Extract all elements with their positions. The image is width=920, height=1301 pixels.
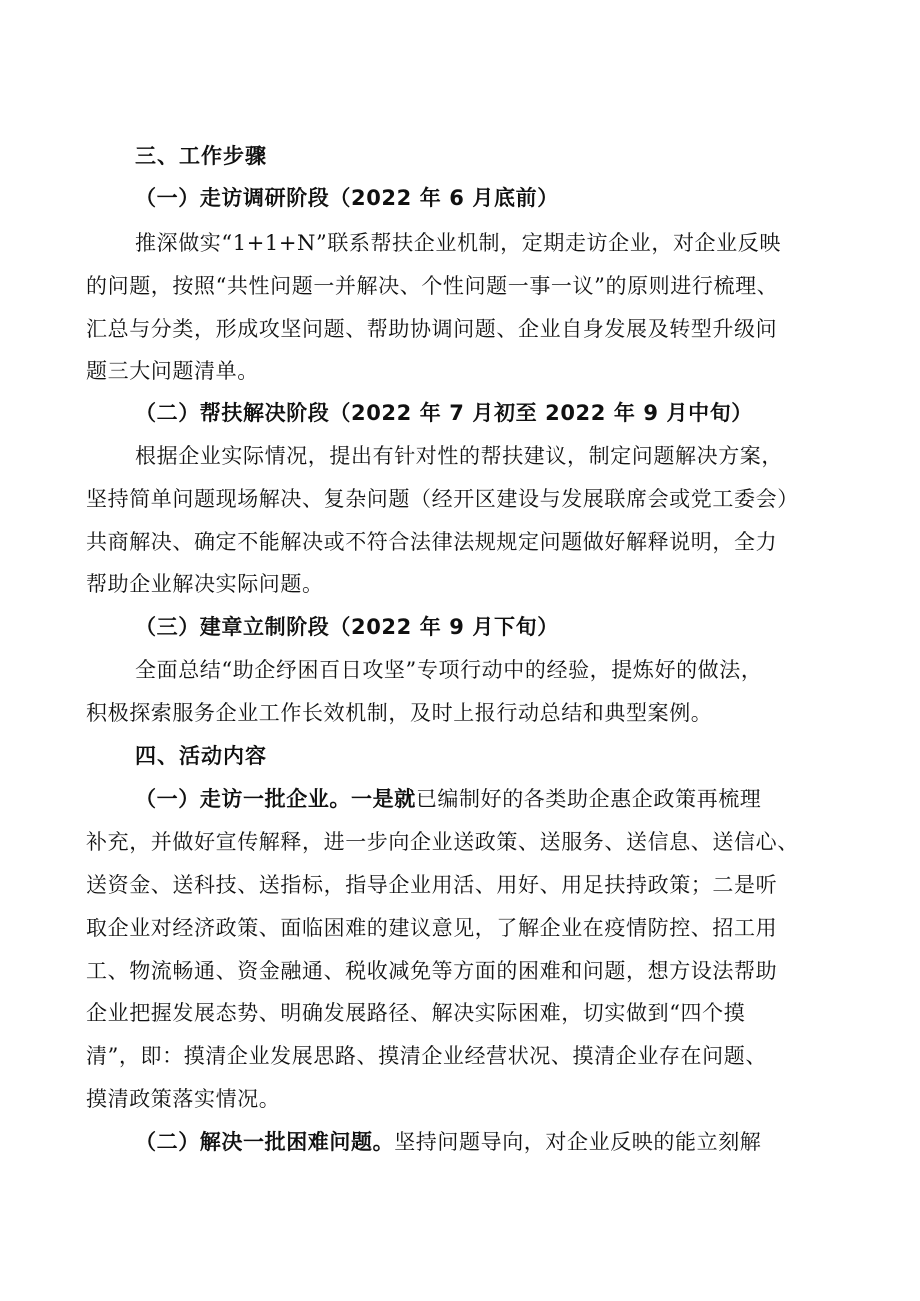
paragraph-line: 推深做实“1+1+N”联系帮扶企业机制，定期走访企业，对企业反映 [135,231,781,255]
paragraph-text: 坚持问题导向，对企业反映的能立刻解 [394,1130,762,1154]
paragraph-line: 企业把握发展态势、明确发展路径、解决实际困难，切实做到“四个摸 [86,1001,746,1025]
paragraph-line: 工、物流畅通、资金融通、税收减免等方面的困难和问题，想方设法帮助 [86,959,778,983]
paragraph-line: 坚持简单问题现场解决、复杂问题（经开区建设与发展联席会或党工委会） [86,487,799,511]
paragraph-line: 汇总与分类，形成攻坚问题、帮助协调问题、企业自身发展及转型升级问 [86,317,778,341]
subheading-institution-building: （三）建章立制阶段（2022 年 9 月下旬） [135,615,559,639]
subheading-assist-resolve: （二）帮扶解决阶段（2022 年 7 月初至 2022 年 9 月中旬） [135,401,753,425]
paragraph-line: 送资金、送科技、送指标，指导企业用活、用好、用足扶持政策；二是听 [86,873,778,897]
paragraph-line: 共商解决、确定不能解决或不符合法律法规规定问题做好解释说明，全力 [86,530,778,554]
paragraph-line: 摸清政策落实情况。 [86,1087,281,1111]
paragraph-line-with-bold-lead [135,784,835,814]
paragraph-line: 的问题，按照“共性问题一并解决、个性问题一事一议”的原则进行梳理、 [86,274,779,298]
paragraph-line: 题三大问题清单。 [86,359,259,383]
bold-lead-text: （一）走访一批企业。一是就 [135,787,416,811]
section-heading-4: 四、活动内容 [135,744,267,768]
paragraph-line: 取企业对经济政策、面临困难的建议意见，了解企业在疫情防控、招工用 [86,916,778,940]
bold-lead-text: （二）解决一批困难问题。 [135,1130,395,1154]
section-heading-3: 三、工作步骤 [135,144,267,168]
paragraph-line-with-bold-lead [135,1127,835,1157]
subheading-visit-research: （一）走访调研阶段（2022 年 6 月底前） [135,186,559,210]
paragraph-line: 积极探索服务企业工作长效机制，及时上报行动总结和典型案例。 [86,701,713,725]
paragraph-text: 已编制好的各类助企惠企政策再梳理 [415,787,762,811]
paragraph-line: 清”，即：摸清企业发展思路、摸清企业经营状况、摸清企业存在问题、 [86,1044,767,1068]
paragraph-line: 全面总结“助企纾困百日攻坚”专项行动中的经验，提炼好的做法， [135,658,763,682]
paragraph-line: 补充，并做好宣传解释，进一步向企业送政策、送服务、送信息、送信心、 [86,830,799,854]
paragraph-line: 根据企业实际情况，提出有针对性的帮扶建议，制定问题解决方案， [135,444,783,468]
paragraph-line: 帮助企业解决实际问题。 [86,572,324,596]
